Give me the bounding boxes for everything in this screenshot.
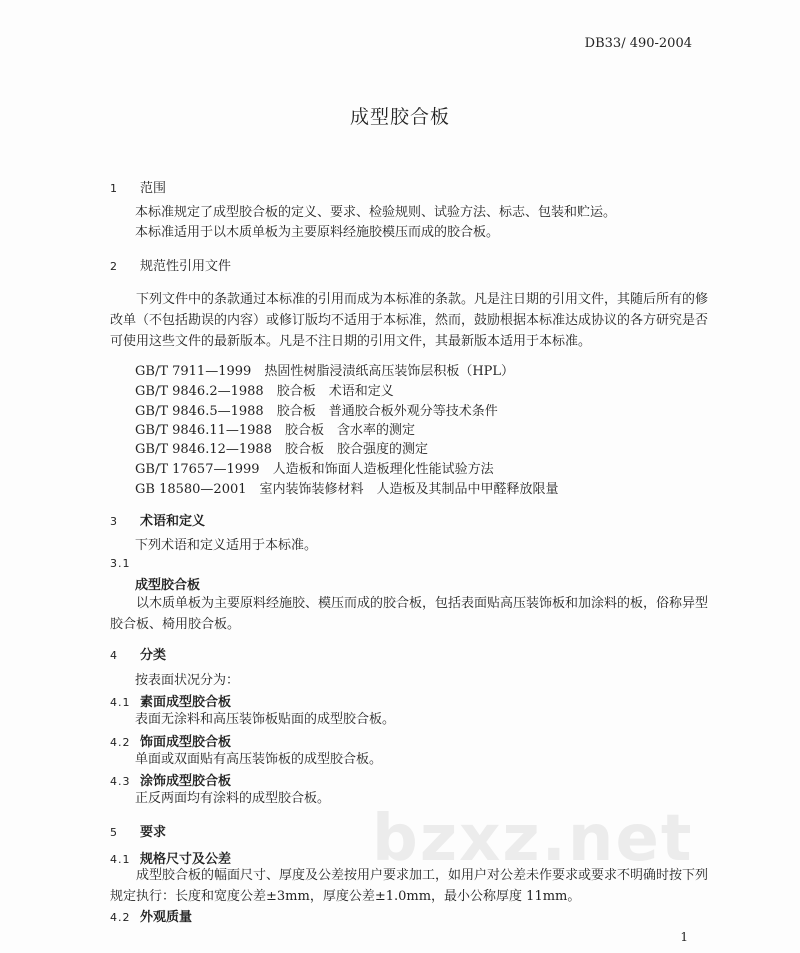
section-number: 1 (110, 182, 118, 195)
reference-code: GB/T 9846.2—1988 (135, 384, 264, 399)
page-number: 1 (680, 930, 688, 944)
reference-code: GB/T 9846.5—1988 (135, 404, 264, 419)
reference-code: GB/T 9846.12—1988 (135, 442, 272, 457)
section-5-heading (110, 821, 166, 840)
section-title: 范围 (140, 181, 167, 196)
subsection-heading (110, 691, 231, 710)
section-number: 3 (110, 515, 118, 528)
section-4-heading (110, 644, 166, 663)
subsection-number (110, 556, 140, 571)
reference-code: GB/T 9846.11—1988 (135, 423, 272, 438)
reference-title: 人造板和饰面人造板理化性能试验方法 (272, 462, 494, 477)
term-definition: 以木质单板为主要原料经施胶、模压而成的胶合板，包括表面贴高压装饰板和加涂料的板，俗称异型胶合板、椅用胶合板。 (110, 596, 709, 632)
watermark: bzxz.net (372, 802, 694, 876)
reference-item (135, 438, 428, 457)
reference-title: 胶合板 胶合强度的测定 (284, 442, 428, 457)
section-1-heading (110, 177, 166, 196)
paragraph: 成型胶合板的幅面尺寸、厚度及公差按用户要求加工，如用户对公差未作要求或要求不明确时按下列规定执行：长度和宽度公差±3mm，厚度公差±1.0mm，最小公称厚度 11mm。 (110, 868, 709, 904)
reference-title: 热固性树脂浸渍纸高压装饰层积板（HPL） (264, 364, 515, 379)
reference-code: GB 18580—2001 (135, 482, 247, 497)
reference-item (135, 419, 415, 438)
reference-item (135, 360, 514, 379)
paragraph: 按表面状况分为： (135, 673, 240, 688)
subsection-number: 4.3 (110, 775, 131, 788)
section-title: 分类 (140, 648, 167, 663)
paragraph: 下列术语和定义适用于本标准。 (135, 538, 318, 553)
subsection-title: 外观质量 (140, 910, 193, 925)
reference-item (135, 380, 394, 399)
subsection-number: 4.2 (110, 736, 131, 749)
subsection-title: 规格尺寸及公差 (140, 852, 232, 867)
reference-item (135, 458, 494, 477)
reference-item (135, 478, 559, 497)
subsection-title: 饰面成型胶合板 (140, 735, 232, 750)
section-title: 术语和定义 (140, 514, 206, 529)
section-2-heading (110, 255, 231, 274)
subsection-number: 4.1 (110, 696, 131, 709)
paragraph: 下列文件中的条款通过本标准的引用而成为本标准的条款。凡是注日期的引用文件，其随后所有的修改单（不包括勘误的内容）或修订版均不适用于本标准，然而，鼓励根据本标准达成协议的各方研究是否可使用这些文件的最新版本。凡是不注日期的引用文件，其最新版本适用于本标准。 (110, 292, 709, 349)
subsection-number: 4.1 (110, 853, 131, 866)
subsection-number-text: 3.1 (110, 557, 131, 570)
section-3-heading (110, 510, 205, 529)
reference-title: 室内装饰装修材料 人造板及其制品中甲醛释放限量 (259, 482, 559, 497)
reference-title: 胶合板 普通胶合板外观分等技术条件 (276, 404, 498, 419)
paragraph: 表面无涂料和高压装饰板贴面的成型胶合板。 (135, 712, 396, 727)
reference-code: GB/T 17657—1999 (135, 462, 260, 477)
paragraph: 本标准适用于以木质单板为主要原料经施胶模压而成的胶合板。 (135, 225, 500, 240)
section-title: 规范性引用文件 (140, 259, 232, 274)
paragraph: 正反两面均有涂料的成型胶合板。 (135, 791, 331, 806)
section-number: 5 (110, 826, 118, 839)
reference-title: 胶合板 含水率的测定 (284, 423, 415, 438)
subsection-heading (110, 770, 231, 789)
standard-number: DB33/ 490-2004 (584, 36, 692, 51)
paragraph: 本标准规定了成型胶合板的定义、要求、检验规则、试验方法、标志、包装和贮运。 (135, 205, 617, 220)
subsection-number: 4.2 (110, 911, 131, 924)
term-name: 成型胶合板 (135, 578, 201, 593)
subsection-heading (110, 731, 231, 750)
section-title: 要求 (140, 825, 167, 840)
subsection-title: 素面成型胶合板 (140, 695, 232, 710)
reference-title: 胶合板 术语和定义 (276, 384, 394, 399)
section-number: 4 (110, 649, 118, 662)
reference-item (135, 400, 498, 419)
subsection-heading (110, 906, 192, 925)
section-number: 2 (110, 260, 118, 273)
document-title: 成型胶合板 (349, 106, 450, 128)
reference-code: GB/T 7911—1999 (135, 364, 252, 379)
subsection-title: 涂饰成型胶合板 (140, 774, 232, 789)
paragraph: 单面或双面贴有高压装饰板的成型胶合板。 (135, 752, 383, 767)
